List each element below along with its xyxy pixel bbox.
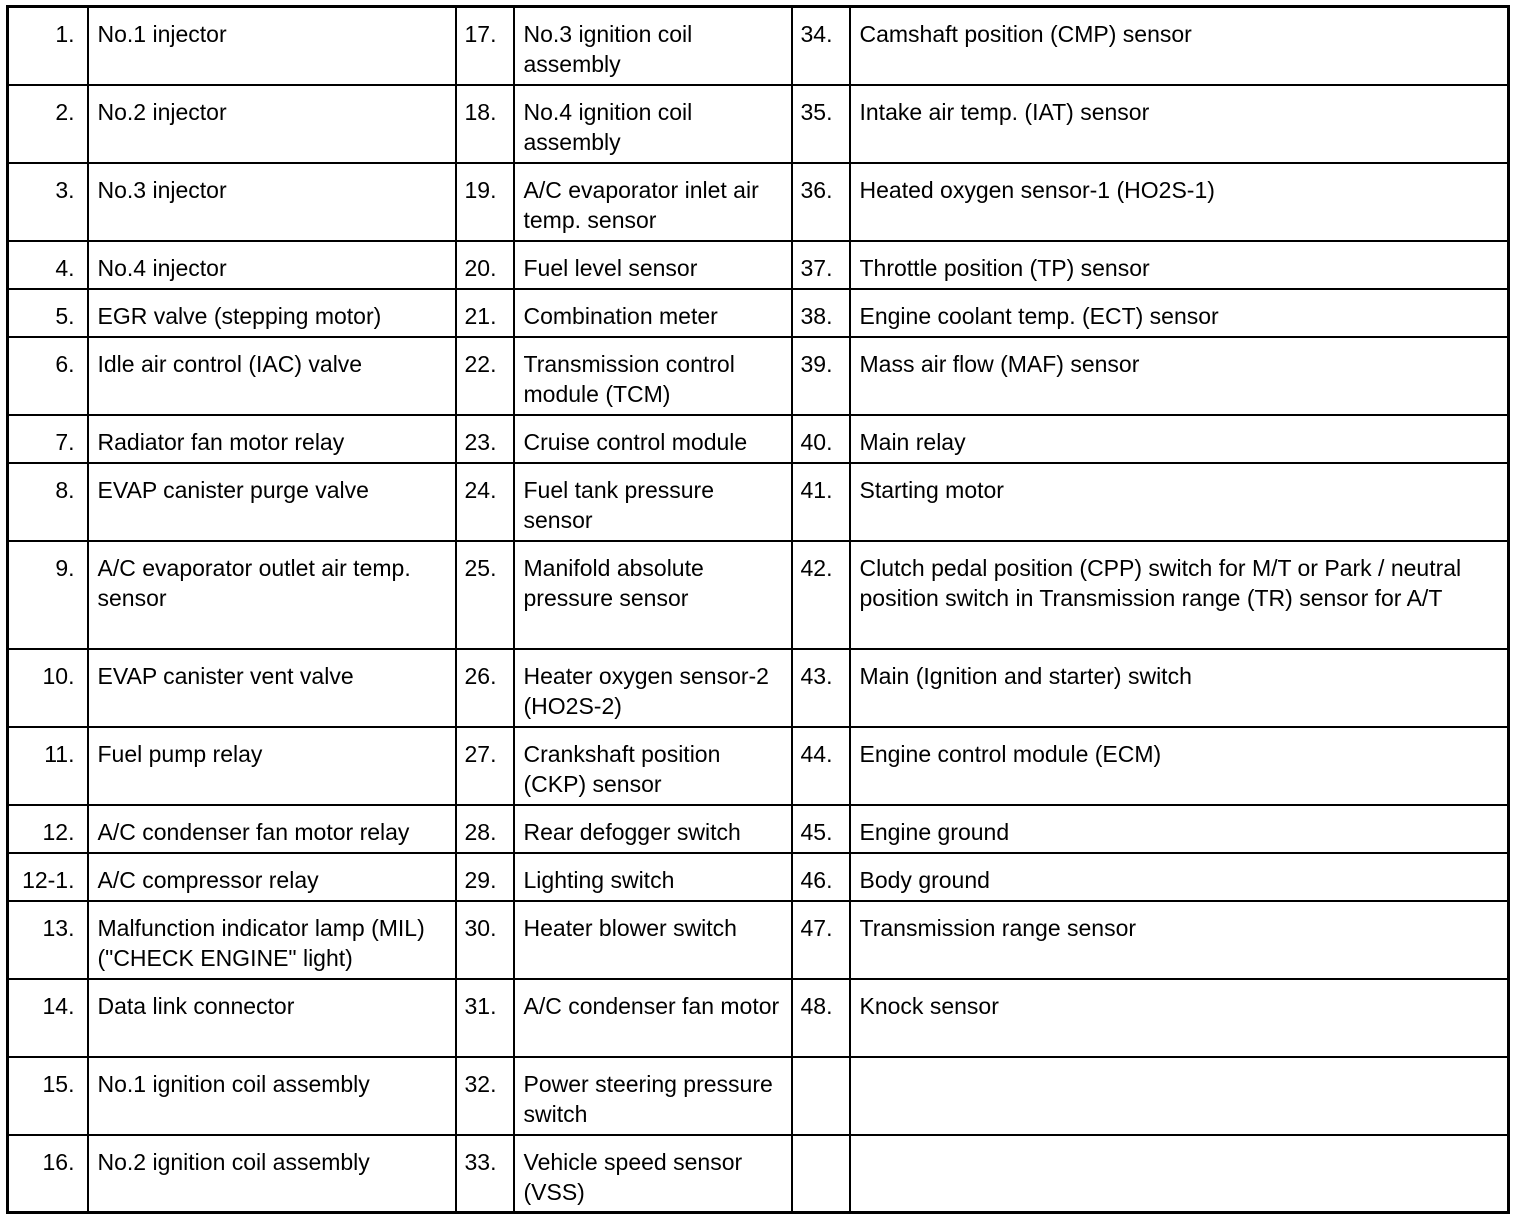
table-row — [8, 1135, 1509, 1213]
item-description: Main relay — [850, 415, 1509, 463]
item-number: 31. — [456, 979, 514, 1057]
item-description: Fuel pump relay — [88, 727, 456, 805]
item-description: Data link connector — [88, 979, 456, 1057]
item-description: No.2 ignition coil assembly — [88, 1135, 456, 1213]
item-number: 19. — [456, 163, 514, 241]
item-number: 36. — [792, 163, 850, 241]
table-row — [8, 541, 1509, 649]
item-description: Intake air temp. (IAT) sensor — [850, 85, 1509, 163]
item-description: Fuel level sensor — [514, 241, 792, 289]
item-number: 29. — [456, 853, 514, 901]
item-number: 37. — [792, 241, 850, 289]
item-description: EGR valve (stepping motor) — [88, 289, 456, 337]
item-description: A/C evaporator inlet air temp. sensor — [514, 163, 792, 241]
legend-body — [8, 7, 1509, 1213]
item-number: 22. — [456, 337, 514, 415]
item-number: 10. — [8, 649, 88, 727]
item-description — [850, 1135, 1509, 1213]
item-description: Manifold absolute pressure sensor — [514, 541, 792, 649]
item-description: Lighting switch — [514, 853, 792, 901]
table-row — [8, 289, 1509, 337]
table-row — [8, 7, 1509, 85]
item-number: 27. — [456, 727, 514, 805]
item-description: No.2 injector — [88, 85, 456, 163]
item-description: No.4 injector — [88, 241, 456, 289]
table-row — [8, 337, 1509, 415]
item-description: Mass air flow (MAF) sensor — [850, 337, 1509, 415]
component-legend-table — [6, 5, 1510, 1214]
item-number: 7. — [8, 415, 88, 463]
table-row — [8, 979, 1509, 1057]
item-description: A/C compressor relay — [88, 853, 456, 901]
item-number — [792, 1135, 850, 1213]
item-number: 14. — [8, 979, 88, 1057]
item-number: 40. — [792, 415, 850, 463]
item-description: A/C condenser fan motor — [514, 979, 792, 1057]
item-description: Transmission control module (TCM) — [514, 337, 792, 415]
table-row — [8, 415, 1509, 463]
table-row — [8, 463, 1509, 541]
item-number: 32. — [456, 1057, 514, 1135]
table-row — [8, 1057, 1509, 1135]
item-description — [850, 1057, 1509, 1135]
item-number: 42. — [792, 541, 850, 649]
item-number: 43. — [792, 649, 850, 727]
item-description: Malfunction indicator lamp (MIL) ("CHECK ENGINE" light) — [88, 901, 456, 979]
item-description: Heater oxygen sensor-2 (HO2S-2) — [514, 649, 792, 727]
item-description: Engine ground — [850, 805, 1509, 853]
item-number: 16. — [8, 1135, 88, 1213]
item-number: 18. — [456, 85, 514, 163]
item-description: Vehicle speed sensor (VSS) — [514, 1135, 792, 1213]
item-number: 33. — [456, 1135, 514, 1213]
item-description: Main (Ignition and starter) switch — [850, 649, 1509, 727]
item-number: 38. — [792, 289, 850, 337]
item-description: Camshaft position (CMP) sensor — [850, 7, 1509, 85]
item-number: 39. — [792, 337, 850, 415]
item-number: 46. — [792, 853, 850, 901]
item-number: 15. — [8, 1057, 88, 1135]
item-number: 41. — [792, 463, 850, 541]
item-number: 5. — [8, 289, 88, 337]
item-number: 6. — [8, 337, 88, 415]
item-number: 12-1. — [8, 853, 88, 901]
item-number: 9. — [8, 541, 88, 649]
item-number: 35. — [792, 85, 850, 163]
item-description: Crankshaft position (CKP) sensor — [514, 727, 792, 805]
item-number: 28. — [456, 805, 514, 853]
item-description: No.3 injector — [88, 163, 456, 241]
item-description: Engine control module (ECM) — [850, 727, 1509, 805]
item-number: 25. — [456, 541, 514, 649]
item-number: 3. — [8, 163, 88, 241]
item-description: No.4 ignition coil assembly — [514, 85, 792, 163]
item-number: 21. — [456, 289, 514, 337]
item-description: Heater blower switch — [514, 901, 792, 979]
item-number: 24. — [456, 463, 514, 541]
item-number: 45. — [792, 805, 850, 853]
item-description: A/C condenser fan motor relay — [88, 805, 456, 853]
item-number: 30. — [456, 901, 514, 979]
item-number: 8. — [8, 463, 88, 541]
item-number: 11. — [8, 727, 88, 805]
table-row — [8, 727, 1509, 805]
item-description: Transmission range sensor — [850, 901, 1509, 979]
item-number: 13. — [8, 901, 88, 979]
item-description: Throttle position (TP) sensor — [850, 241, 1509, 289]
item-description: Body ground — [850, 853, 1509, 901]
item-number — [792, 1057, 850, 1135]
item-description: No.3 ignition coil assembly — [514, 7, 792, 85]
item-description: Heated oxygen sensor-1 (HO2S-1) — [850, 163, 1509, 241]
item-description: Cruise control module — [514, 415, 792, 463]
item-description: Engine coolant temp. (ECT) sensor — [850, 289, 1509, 337]
item-description: A/C evaporator outlet air temp. sensor — [88, 541, 456, 649]
item-number: 17. — [456, 7, 514, 85]
item-description: Starting motor — [850, 463, 1509, 541]
item-description: Radiator fan motor relay — [88, 415, 456, 463]
item-description: Combination meter — [514, 289, 792, 337]
table-row — [8, 649, 1509, 727]
item-number: 44. — [792, 727, 850, 805]
table-row — [8, 853, 1509, 901]
item-description: Clutch pedal position (CPP) switch for M/T or Park / neutral position switch in Transmission range (TR) sensor for A/T — [850, 541, 1509, 649]
item-number: 1. — [8, 7, 88, 85]
item-number: 20. — [456, 241, 514, 289]
item-description: EVAP canister purge valve — [88, 463, 456, 541]
item-description: No.1 injector — [88, 7, 456, 85]
item-description: Power steering pressure switch — [514, 1057, 792, 1135]
item-description: Knock sensor — [850, 979, 1509, 1057]
table-row — [8, 901, 1509, 979]
table-row — [8, 805, 1509, 853]
item-number: 23. — [456, 415, 514, 463]
item-number: 4. — [8, 241, 88, 289]
item-number: 48. — [792, 979, 850, 1057]
item-description: Fuel tank pressure sensor — [514, 463, 792, 541]
item-description: Rear defogger switch — [514, 805, 792, 853]
item-description: EVAP canister vent valve — [88, 649, 456, 727]
item-number: 47. — [792, 901, 850, 979]
item-number: 2. — [8, 85, 88, 163]
item-number: 26. — [456, 649, 514, 727]
item-number: 12. — [8, 805, 88, 853]
table-row — [8, 241, 1509, 289]
item-description: No.1 ignition coil assembly — [88, 1057, 456, 1135]
item-description: Idle air control (IAC) valve — [88, 337, 456, 415]
item-number: 34. — [792, 7, 850, 85]
table-row — [8, 163, 1509, 241]
table-row — [8, 85, 1509, 163]
